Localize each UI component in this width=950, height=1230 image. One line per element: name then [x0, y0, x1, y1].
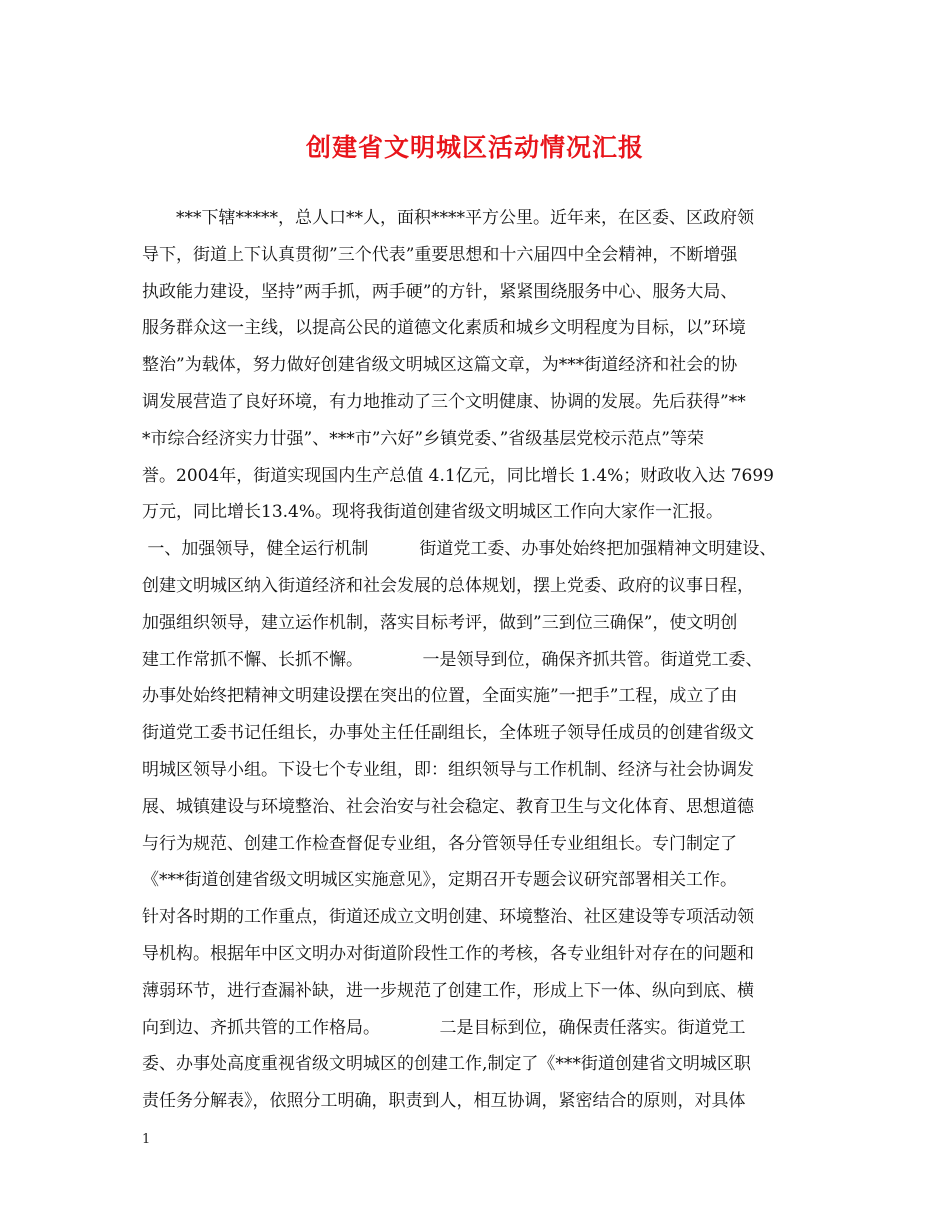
body-text-line: 服务群众这一主线，以提高公民的道德文化素质和城乡文明程度为目标，以”环境 [142, 318, 746, 339]
body-text-line: 一、加强领导，健全运行机制 街道党工委、办事处始终把加强精神文明建设、 [142, 539, 777, 560]
body-text-line: 向到边、齐抓共管的工作格局。 二是目标到位，确保责任落实。街道党工 [142, 1017, 746, 1038]
body-text-line: 万元，同比增长13.4%。现将我街道创建省级文明城区工作向大家作一汇报。 [142, 502, 724, 523]
body-text-line: 导下，街道上下认真贯彻”三个代表”重要思想和十六届四中全会精神，不断增强 [142, 244, 738, 265]
body-text-line: 誉。2004年，街道实现国内生产总值 4.1亿元，同比增长 1.4%；财政收入达 7699 [142, 465, 774, 486]
body-text-line: 责任务分解表》，依照分工明确，职责到人，相互协调，紧密结合的原则，对具体 [142, 1091, 746, 1112]
body-text-line: 街道党工委书记任组长，办事处主任任副组长，全体班子领导任成员的创建省级文 [142, 723, 754, 744]
body-text-line: 薄弱环节，进行查漏补缺，进一步规范了创建工作，形成上下一体、纵向到底、横 [142, 980, 754, 1001]
body-text-line: 办事处始终把精神文明建设摆在突出的位置，全面实施”一把手”工程，成立了由 [142, 686, 738, 707]
body-text-line: 执政能力建设，坚持”两手抓，两手硬”的方针，紧紧围绕服务中心、服务大局、 [142, 281, 738, 302]
document-title: 创建省文明城区活动情况汇报 [305, 133, 644, 162]
body-text-line: 展、城镇建设与环境整治、社会治安与社会稳定、教育卫生与文化体育、思想道德 [142, 796, 754, 817]
document-body [142, 200, 842, 1120]
body-text-line: 导机构。根据年中区文明办对街道阶段性工作的考核，各专业组针对存在的问题和 [142, 943, 754, 964]
body-text-line: *市综合经济实力廿强”、***市”六好”乡镇党委、”省级基层党校示范点”等荣 [142, 428, 704, 449]
body-text-line: 加强组织领导，建立运作机制，落实目标考评，做到”三到位三确保”，使文明创 [142, 612, 738, 633]
body-text-line: 委、办事处高度重视省级文明城区的创建工作,制定了《***街道创建省文明城区职 [142, 1054, 751, 1075]
page-number: 1 [142, 1132, 151, 1147]
body-text-line: 针对各时期的工作重点，街道还成立文明创建、环境整治、社区建设等专项活动领 [142, 907, 754, 928]
body-text-line: 整治”为载体，努力做好创建省级文明城区这篇文章，为***街道经济和社会的协 [142, 355, 738, 376]
body-text-line: ***下辖*****，总人口**人，面积****平方公里。近年来，在区委、区政府领 [142, 208, 754, 228]
body-text-line: 建工作常抓不懈、长抓不懈。 一是领导到位，确保齐抓共管。街道党工委、 [142, 649, 763, 670]
body-text-line: 《***街道创建省级文明城区实施意见》，定期召开专题会议研究部署相关工作。 [142, 870, 737, 891]
body-text-line: 与行为规范、创建工作检查督促专业组，各分管领导任专业组组长。专门制定了 [142, 833, 737, 854]
body-text-line: 调发展营造了良好环境，有力地推动了三个文明健康、协调的发展。先后获得”** [142, 391, 746, 412]
body-text-line: 明城区领导小组。下设七个专业组，即：组织领导与工作机制、经济与社会协调发 [142, 759, 754, 780]
body-text-line: 创建文明城区纳入街道经济和社会发展的总体规划，摆上党委、政府的议事日程， [142, 575, 754, 596]
